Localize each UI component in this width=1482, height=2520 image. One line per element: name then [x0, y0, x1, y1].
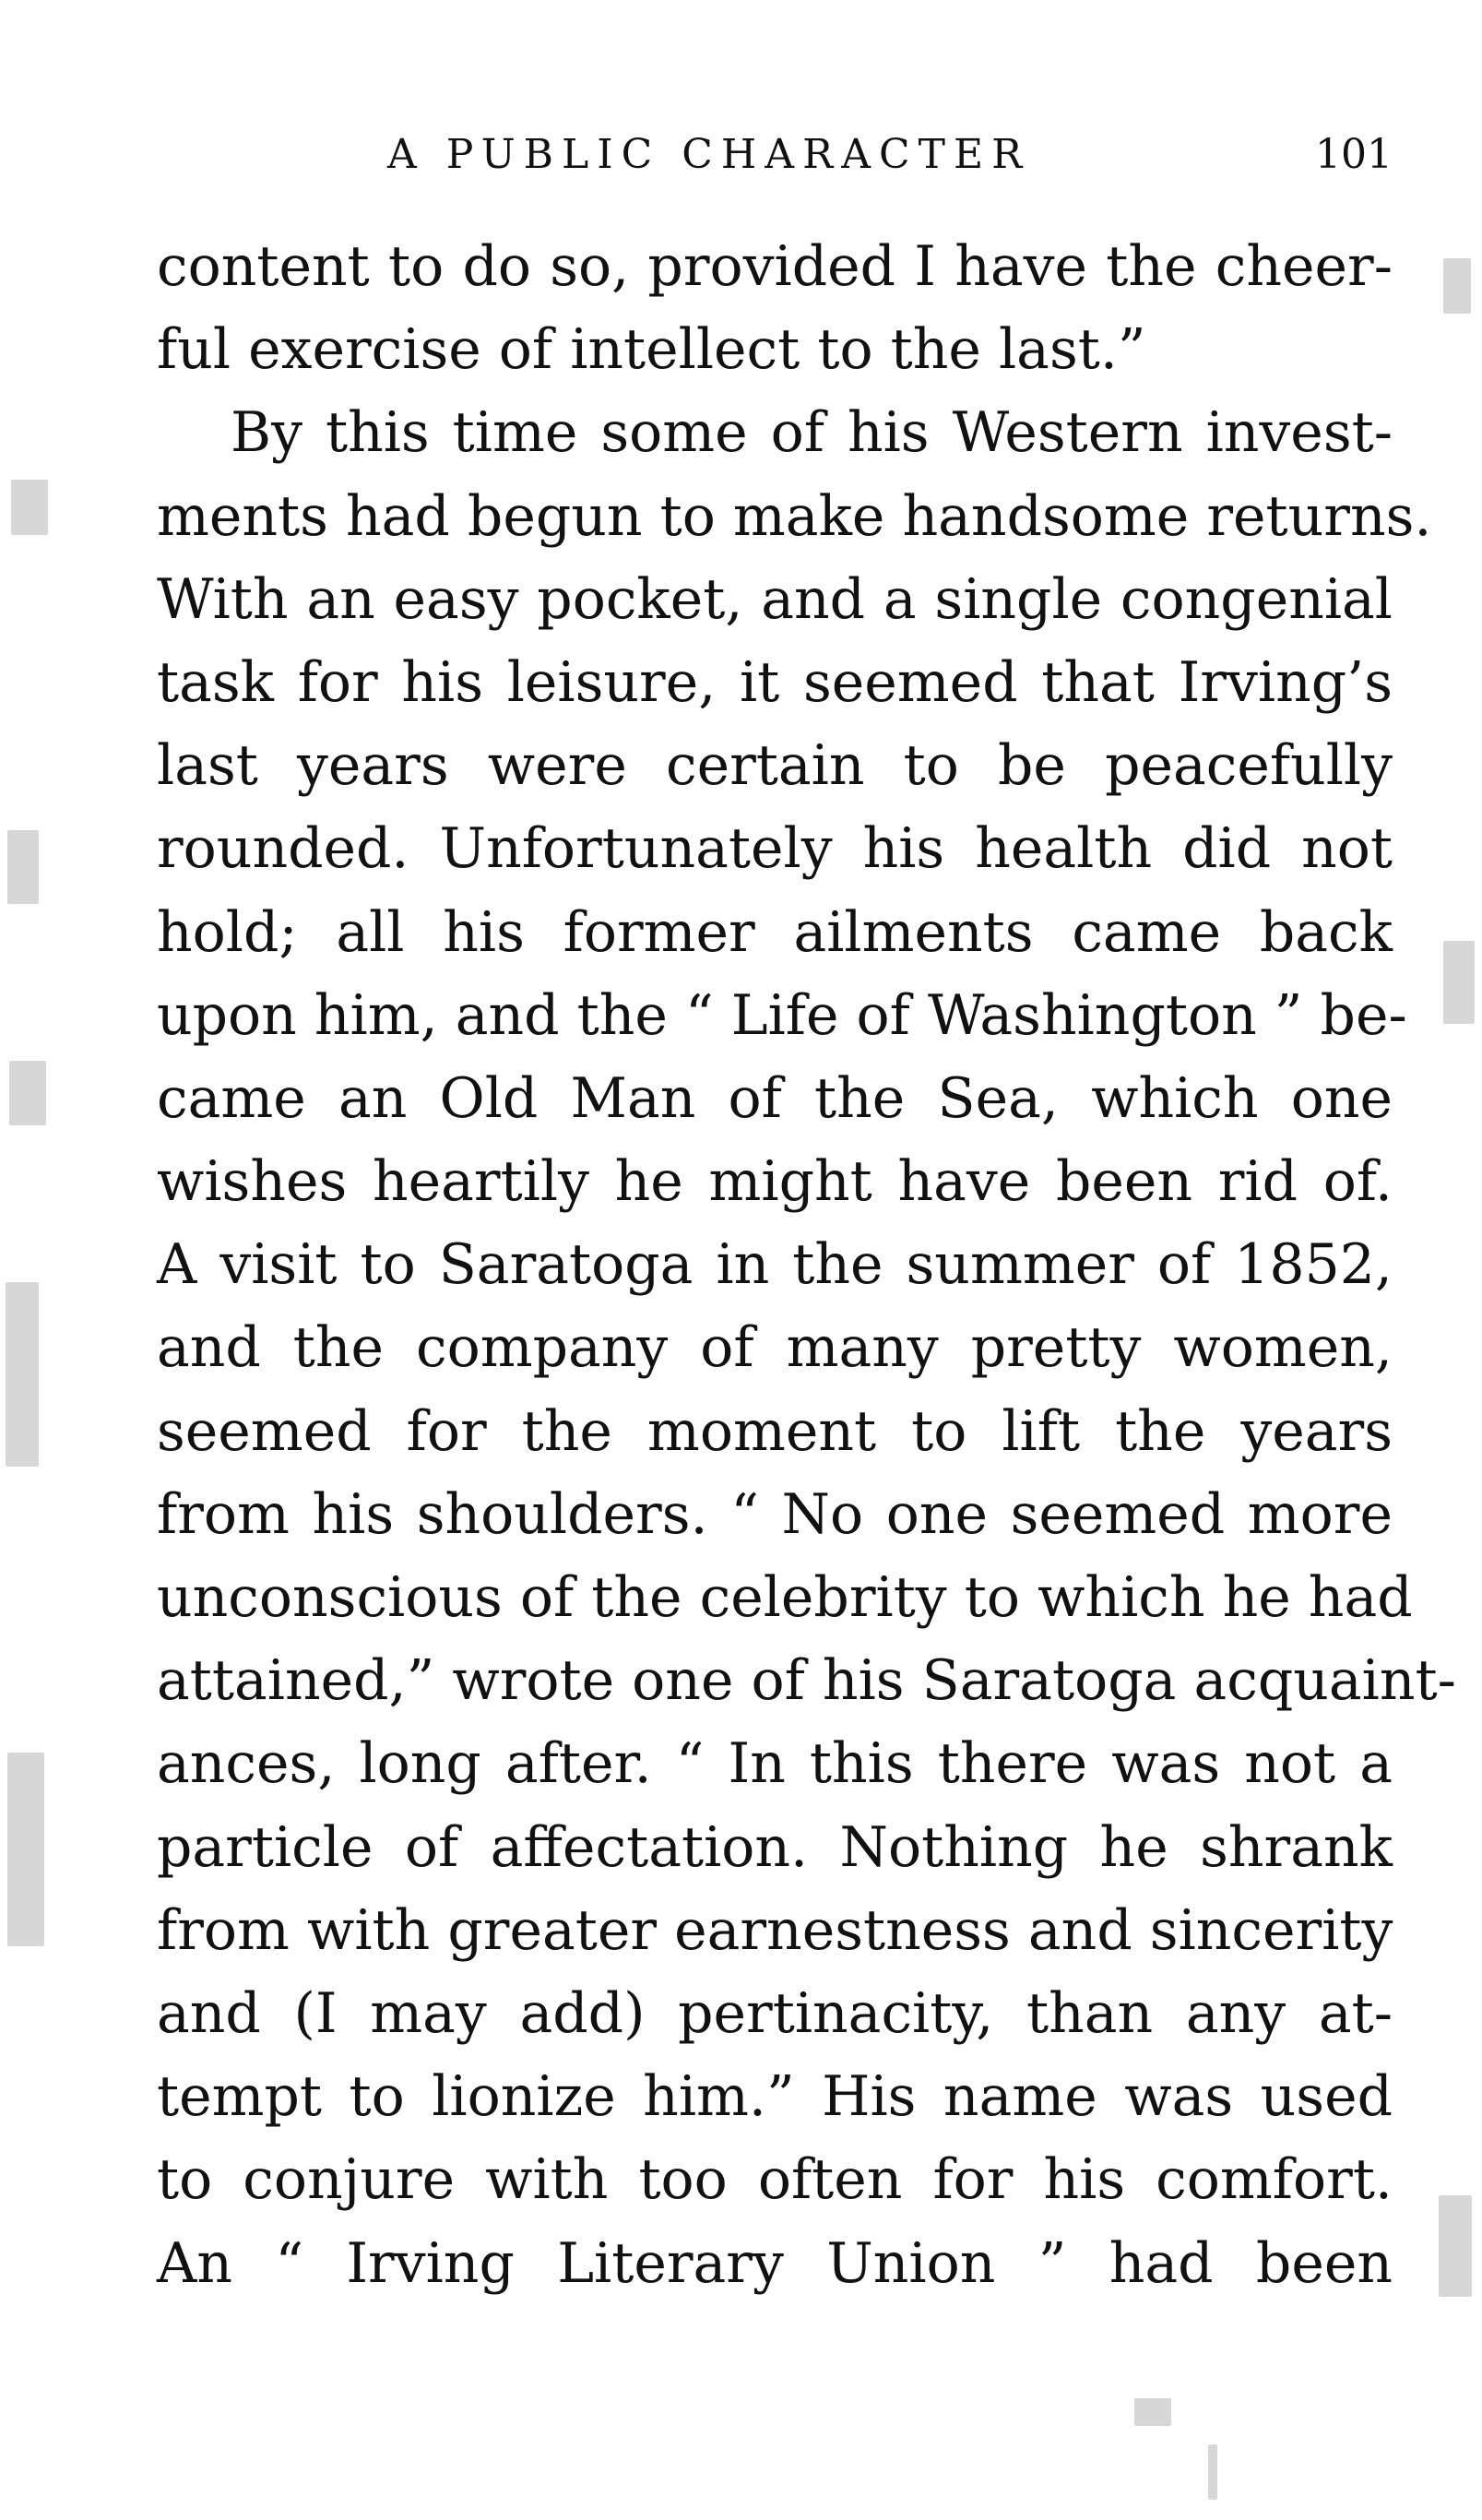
- text-line: An “ Irving Literary Union ” had been: [157, 2230, 1393, 2296]
- text-line: from with greater earnestness and sincerity: [157, 1897, 1393, 1963]
- scan-speck: [6, 1282, 39, 1467]
- text-line: particle of affectation. Nothing he shrank: [157, 1814, 1393, 1880]
- text-line: A visit to Saratoga in the summer of 1852,: [157, 1232, 1393, 1298]
- text-line: and the company of many pretty women,: [157, 1315, 1393, 1381]
- scan-speck: [1443, 941, 1475, 1024]
- text-line: With an easy pocket, and a single congenial: [157, 566, 1393, 632]
- text-line: unconscious of the celebrity to which he had: [157, 1565, 1413, 1630]
- scan-speck: [11, 480, 48, 535]
- running-head: A PUBLIC CHARACTER: [387, 131, 1031, 178]
- text-line: wishes heartily he might have been rid of.: [157, 1149, 1393, 1215]
- page-number: 101: [1315, 131, 1393, 178]
- text-line: came an Old Man of the Sea, which one: [157, 1065, 1393, 1131]
- text-line: to conjure with too often for his comfort.: [157, 2147, 1393, 2213]
- page-header: [157, 127, 1393, 192]
- text-line: ful exercise of intellect to the last.”: [157, 317, 1146, 383]
- text-line: content to do so, provided I have the cheer-: [157, 234, 1393, 299]
- text-line: ances, long after. “ In this there was not a: [157, 1731, 1393, 1797]
- scan-speck: [1134, 2398, 1171, 2426]
- scan-speck: [7, 1753, 44, 1946]
- text-line: upon him, and the “ Life of Washington ” be-: [157, 982, 1407, 1048]
- text-line: seemed for the moment to lift the years: [157, 1398, 1393, 1464]
- scan-speck: [1443, 258, 1471, 314]
- scan-speck: [1208, 2444, 1217, 2500]
- text-line: attained,” wrote one of his Saratoga acquaint-: [157, 1648, 1456, 1714]
- text-line: from his shoulders. “ No one seemed more: [157, 1481, 1393, 1547]
- text-line: tempt to lionize him.” His name was used: [157, 2064, 1393, 2130]
- text-line: By this time some of his Western invest-: [231, 400, 1393, 466]
- text-line: last years were certain to be peacefully: [157, 733, 1393, 799]
- scan-speck: [7, 830, 39, 904]
- body-text: [157, 225, 1456, 2305]
- scan-speck: [1439, 2195, 1472, 2297]
- text-line: rounded. Unfortunately his health did not: [157, 816, 1393, 882]
- scan-speck: [9, 1061, 46, 1125]
- text-line: ments had begun to make handsome returns.: [157, 483, 1432, 549]
- text-line: hold; all his former ailments came back: [157, 899, 1393, 965]
- text-line: and (I may add) pertinacity, than any at-: [157, 1980, 1393, 2046]
- text-line: task for his leisure, it seemed that Irving’s: [157, 649, 1393, 715]
